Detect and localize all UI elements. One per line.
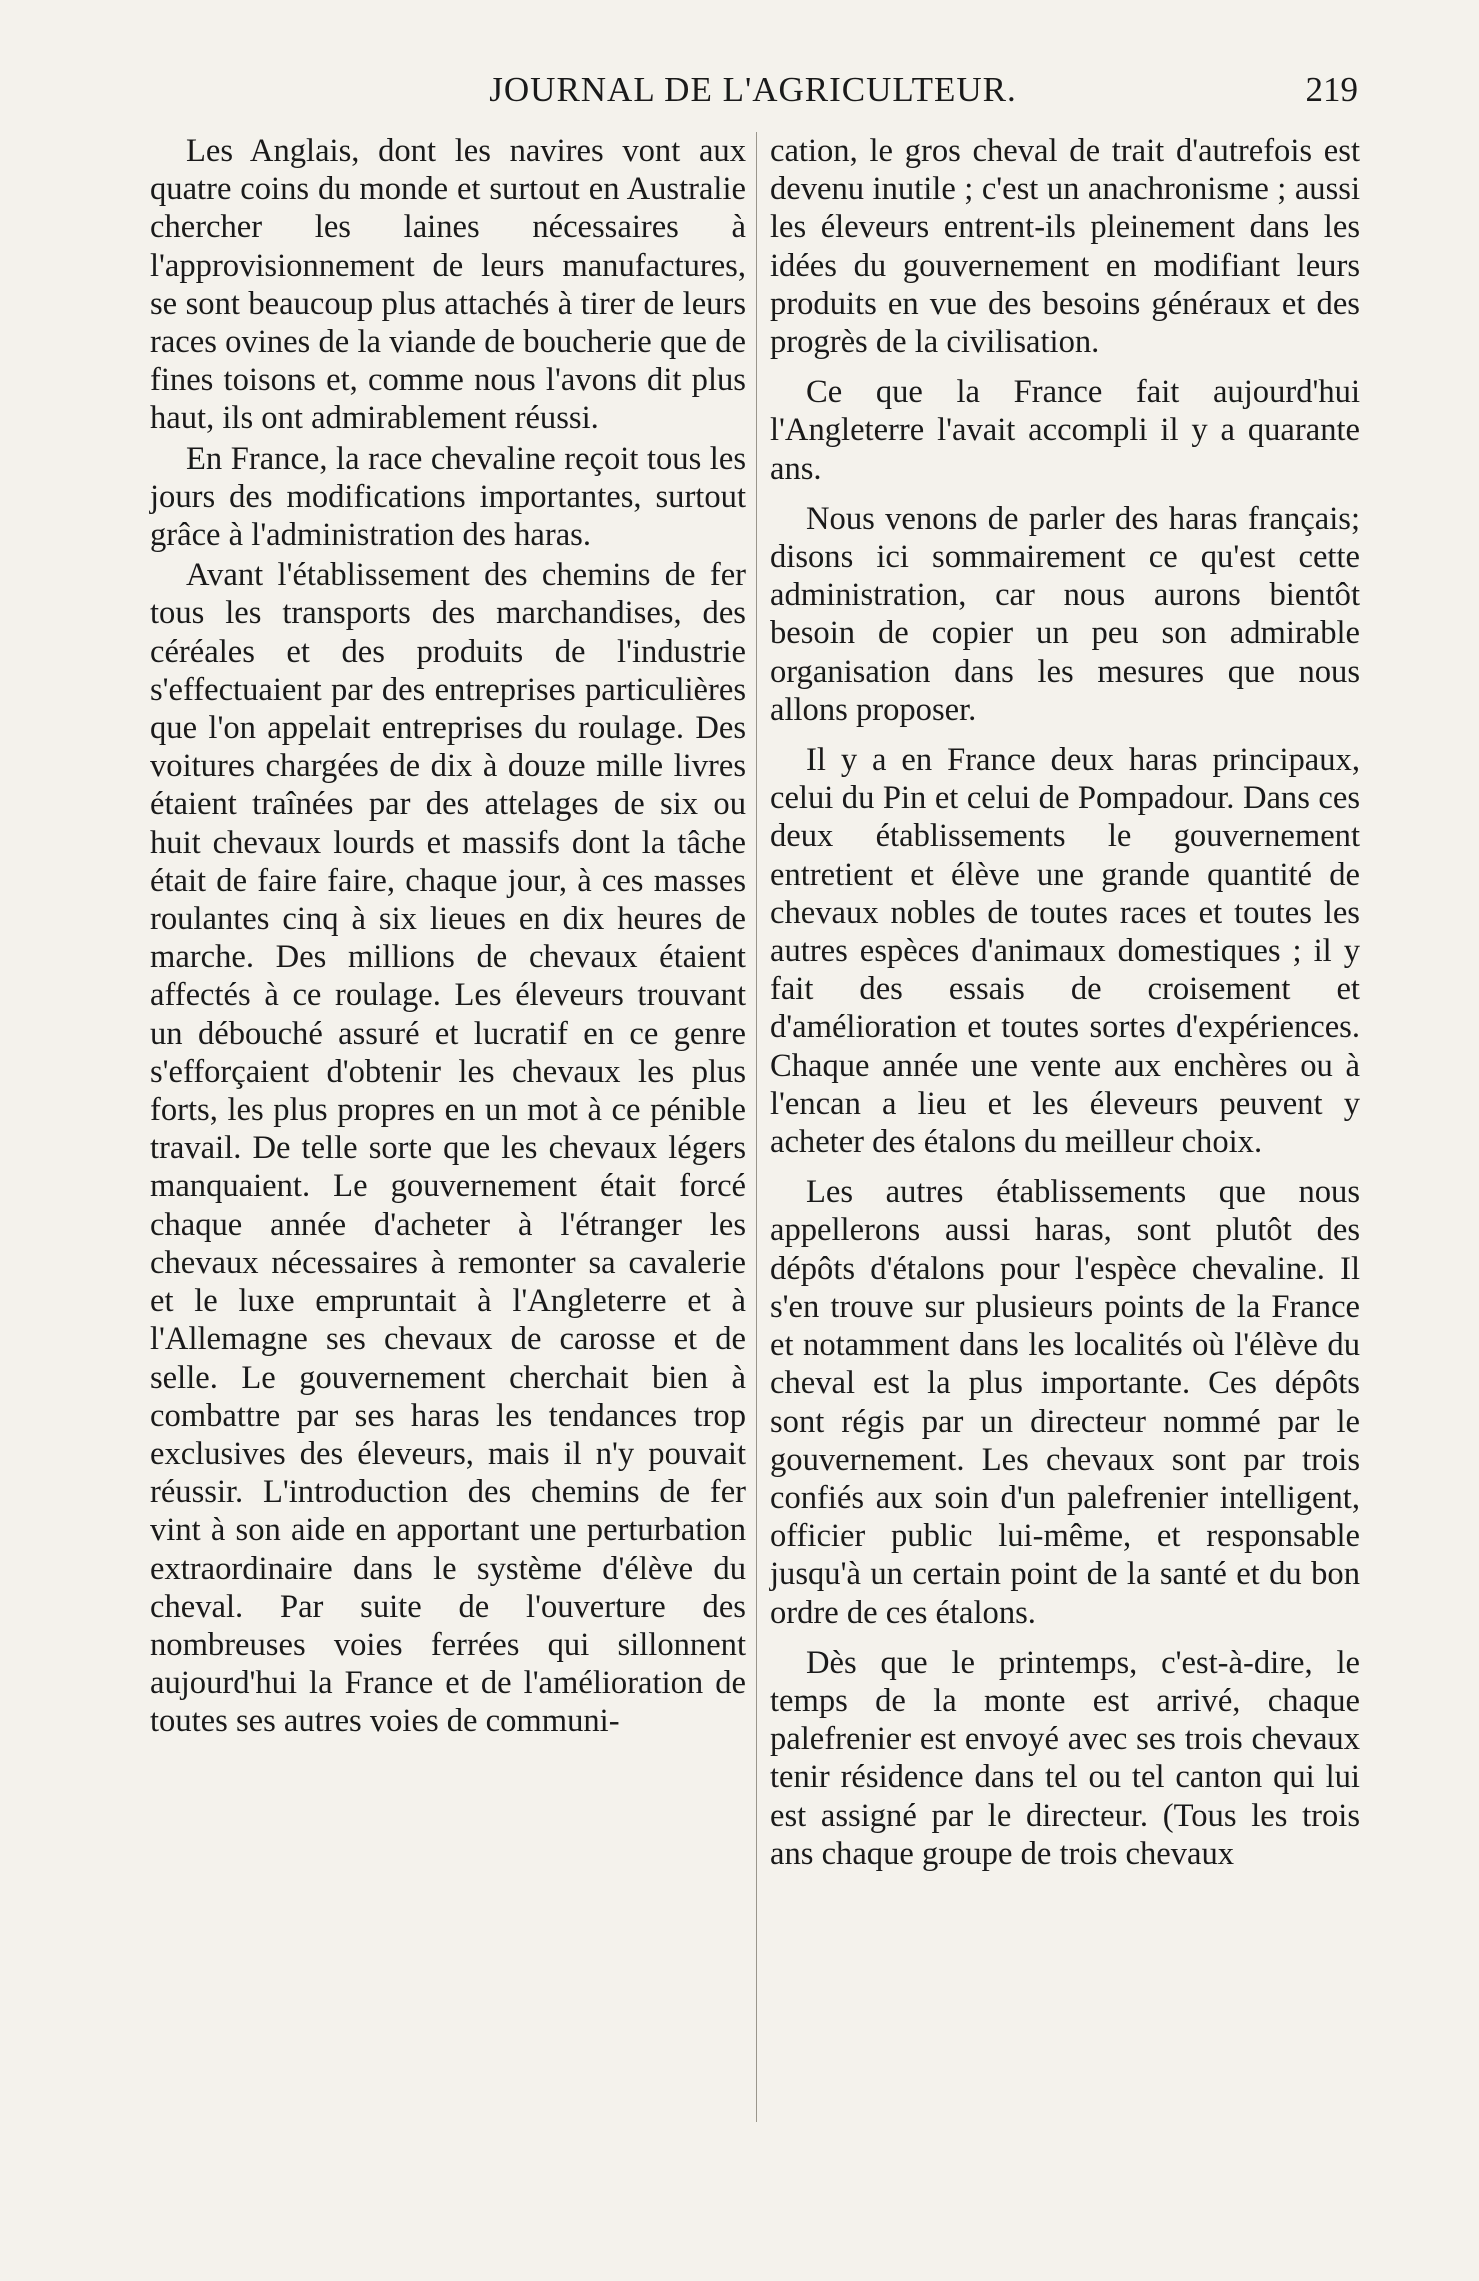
paragraph: Les Anglais, dont les navires vont aux quatre coins du monde et surtout en Australie chercher les laines nécessaires à l'approvisionnement de leurs manufactures, se sont beaucoup plus attachés à tirer de leurs races ovines de la viande de boucherie que de fines toisons et, comme nous l'avons dit plus haut, ils ont admirablement réussi.	[150, 133, 746, 437]
paragraph: Avant l'établissement des chemins de fer tous les transports des marchandises, des céréales et des produits de l'industrie s'effectuaient par des entreprises particulières que l'on appelait entreprises du roulage. Des voitures chargées de dix à douze mille livres étaient traînées par des attelages de six ou huit chevaux lourds et massifs dont la tâche était de faire faire, chaque jour, à ces masses roulantes cinq à six lieues en dix heures de marche. Des millions de chevaux étaient affectés à ce roulage. Les éleveurs trouvant un débouché assuré et lucratif en ce genre s'efforçaient d'obtenir les chevaux les plus forts, les plus propres en un mot à ce pénible travail. De telle sorte que les chevaux légers manquaient. Le gouvernement était forcé chaque année d'acheter à l'étranger les chevaux nécessaires à remonter sa cavalerie et le luxe empruntait à l'Angleterre et à l'Allemagne ses chevaux de carosse et de selle. Le gouvernement cherchait bien à combattre par ses haras les tendances trop exclusives des éleveurs, mais il n'y pouvait réussir. L'introduction des chemins de fer vint à son aide en apportant une perturbation extraordinaire dans le système d'élève du cheval. Par suite de l'ouverture des nombreuses voies ferrées qui sillonnent aujourd'hui la France et de l'amélioration de toutes ses autres voies de communi-	[150, 557, 746, 1740]
paragraph: Dès que le printemps, c'est-à-dire, le temps de la monte est arrivé, chaque palefrenier est envoyé avec ses trois chevaux tenir résidence dans tel ou tel canton qui lui est assigné par le directeur. (Tous les trois ans chaque groupe de trois chevaux	[770, 1644, 1360, 1872]
paragraph-continuation: cation, le gros cheval de trait d'autrefois est devenu inutile ; c'est un anachronisme ; aussi les éleveurs entrent-ils pleinement dans les idées du gouvernement en modifiant leurs produits en vue des besoins généraux et des progrès de la civilisation.	[770, 133, 1360, 361]
paragraph: En France, la race chevaline reçoit tous les jours des modifications importantes, surtout grâce à l'administration des haras.	[150, 440, 746, 554]
running-header	[148, 70, 1358, 120]
page-number: 219	[1305, 70, 1358, 109]
paragraph: Ce que la France fait aujourd'hui l'Angleterre l'avait accompli il y a quarante ans.	[770, 374, 1360, 487]
column-divider	[756, 132, 757, 2122]
right-column	[770, 132, 1360, 1873]
left-column	[150, 132, 746, 1741]
paragraph: Nous venons de parler des haras français; disons ici sommairement ce qu'est cette administration, car nous aurons bientôt besoin de copier un peu son admirable organisation dans les mesures que nous allons proposer.	[770, 500, 1360, 728]
journal-title: JOURNAL DE L'AGRICULTEUR.	[489, 70, 1017, 109]
paragraph: Il y a en France deux haras principaux, celui du Pin et celui de Pompadour. Dans ces deux établissements le gouvernement entretient et élève une grande quantité de chevaux nobles de toutes races et toutes les autres espèces d'animaux domestiques ; il y fait des essais de croisement et d'amélioration et toutes sortes d'expériences. Chaque année une vente aux enchères ou à l'encan a lieu et les éleveurs peuvent y acheter des étalons du meilleur choix.	[770, 742, 1360, 1161]
paragraph: Les autres établissements que nous appellerons aussi haras, sont plutôt des dépôts d'étalons pour l'espèce chevaline. Il s'en trouve sur plusieurs points de la France et notamment dans les localités où l'élève du cheval est la plus importante. Ces dépôts sont régis par un directeur nommé par le gouvernement. Les chevaux sont par trois confiés aux soin d'un palefrenier intelligent, officier public lui-même, et responsable jusqu'à un certain point de la santé et du bon ordre de ces étalons.	[770, 1174, 1360, 1631]
